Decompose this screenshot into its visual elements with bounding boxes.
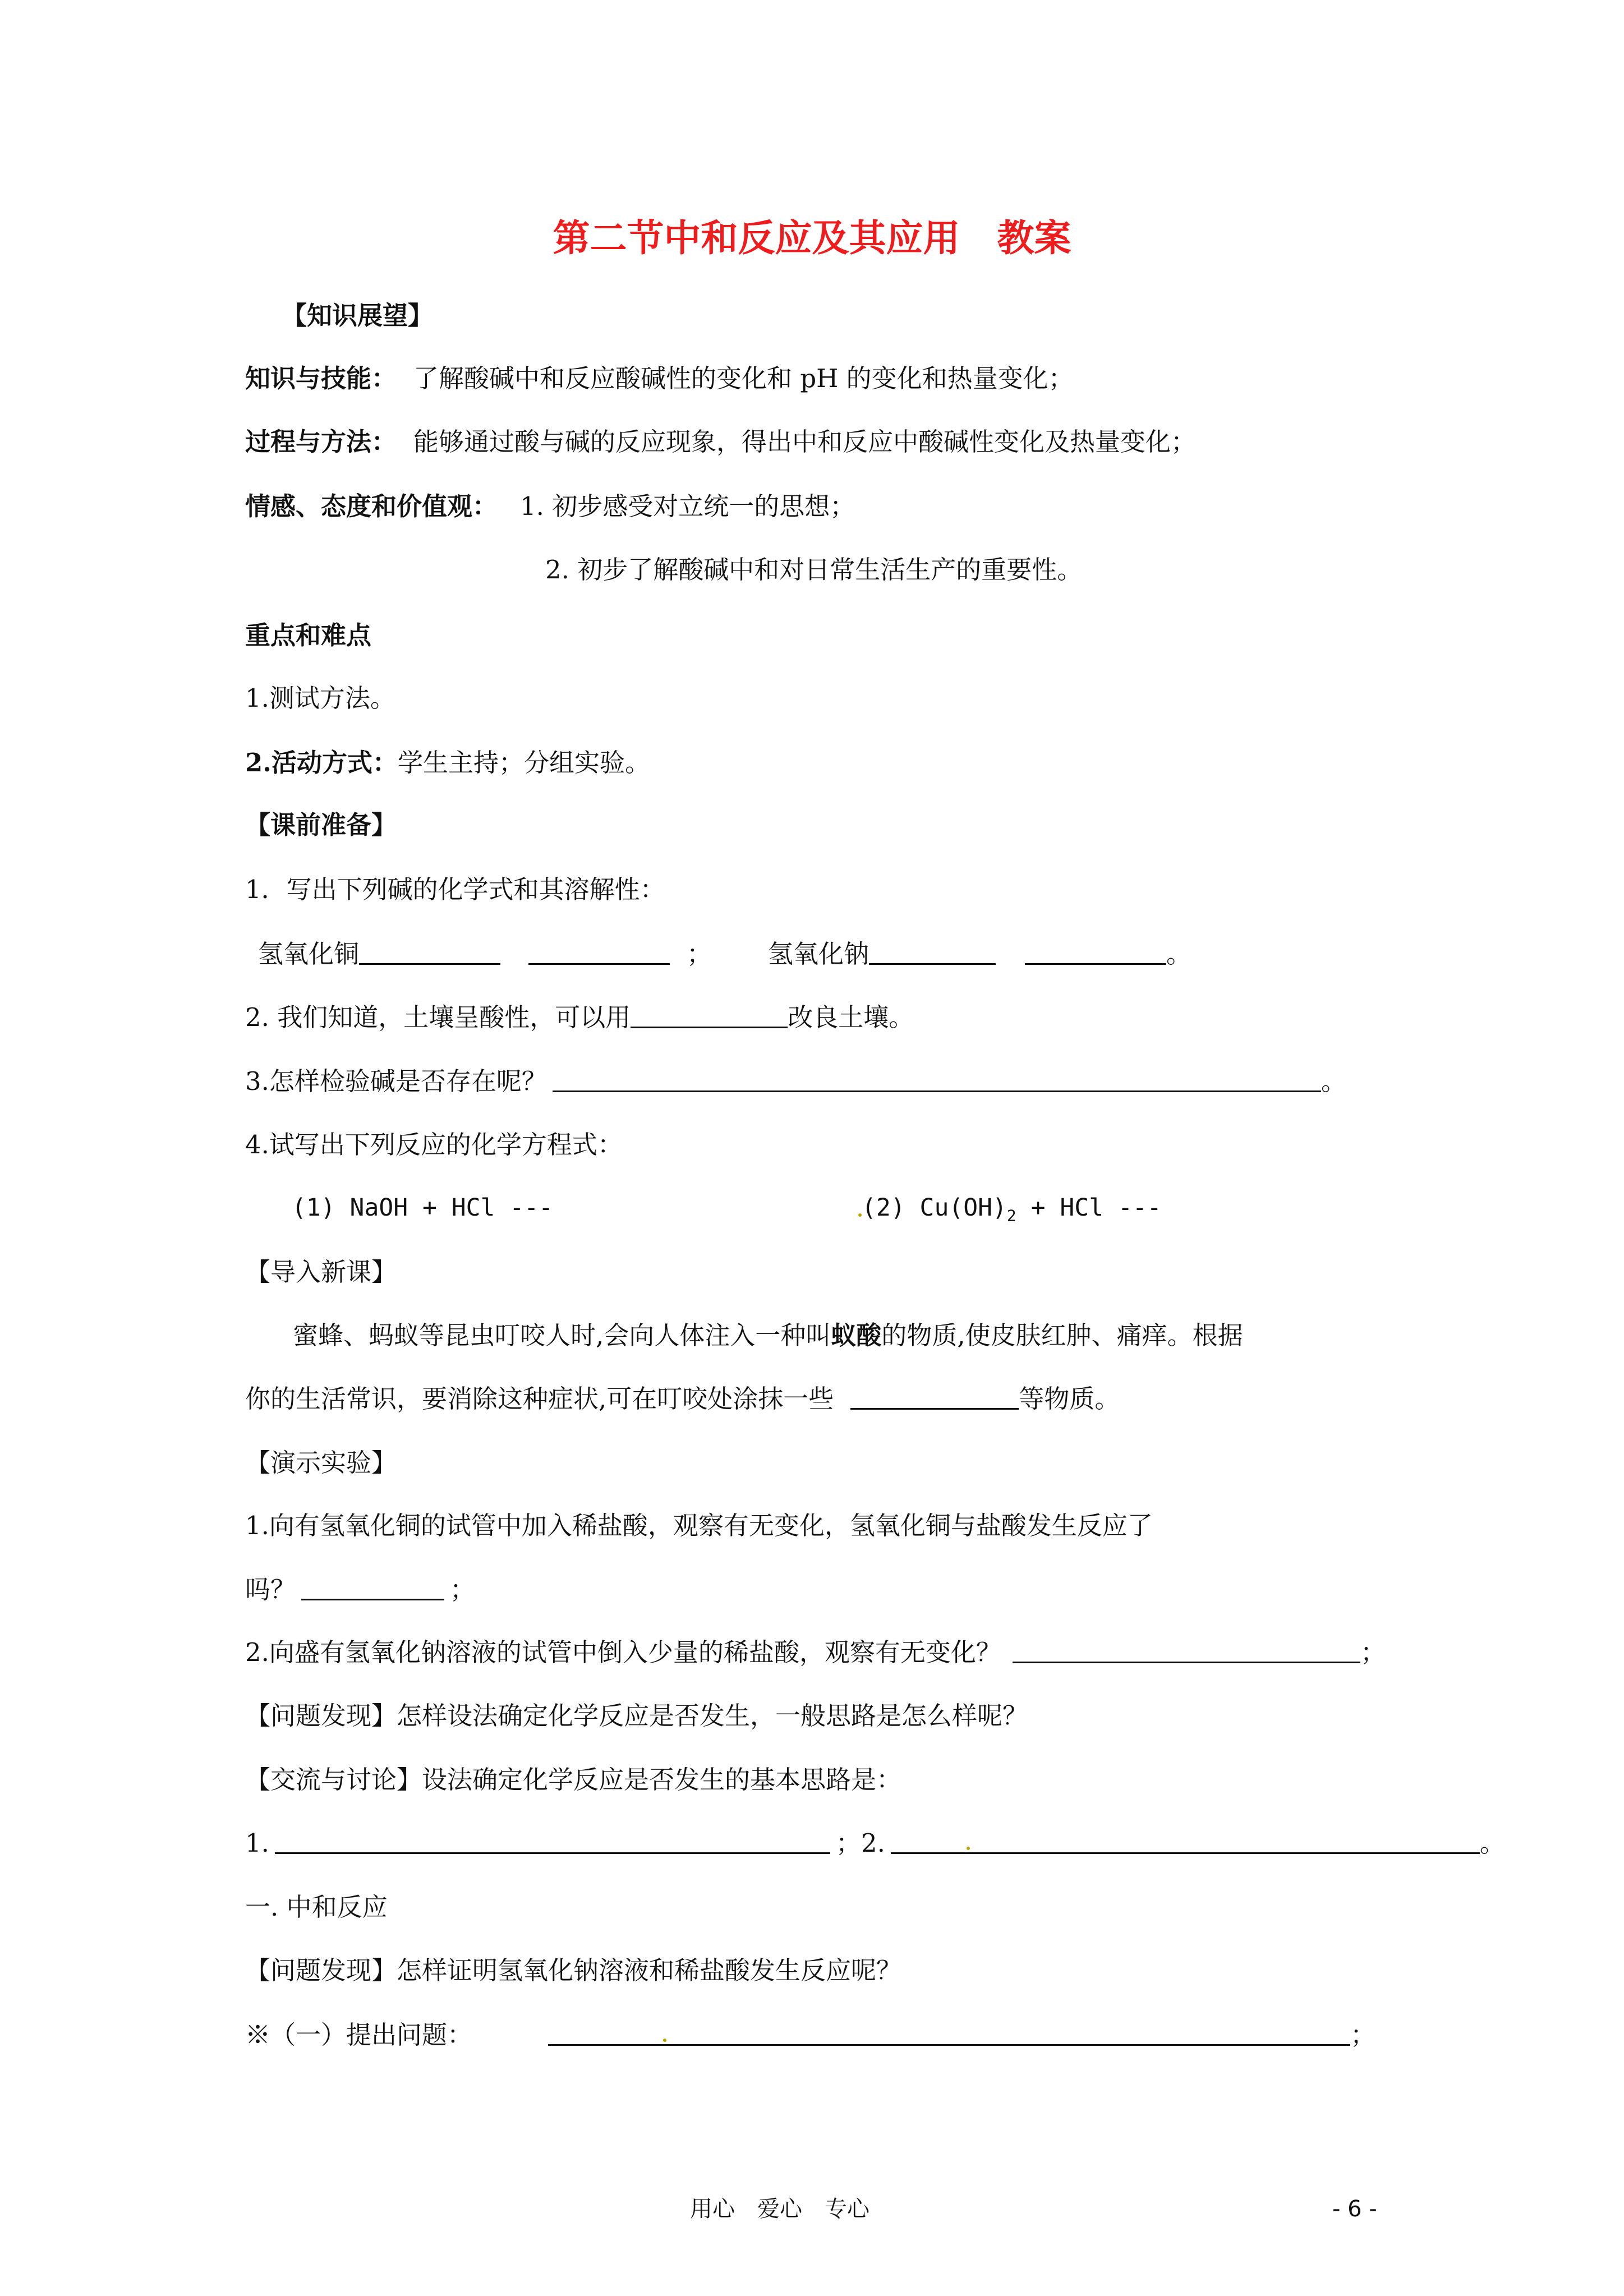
stray-dot: [663, 2039, 666, 2042]
period: 。: [1166, 939, 1192, 969]
formic-acid-term: 蚁酸: [831, 1320, 882, 1350]
semicolon: ；: [1360, 1637, 1386, 1667]
key-point-2: [245, 750, 650, 775]
copper-solubility-blank[interactable]: [528, 941, 670, 965]
copper-hydroxide-label: 氢氧化铜: [258, 939, 360, 969]
demo-question-2: [245, 1639, 1386, 1665]
semicolon: ；: [1350, 2020, 1376, 2050]
emotion-goal-1: 1. 初步感受对立统一的思想；: [520, 491, 855, 521]
eq2-formula: (2) Cu(OH): [862, 1194, 1007, 1222]
intro-text-3: 你的生活常识，要消除这种症状,可在叮咬处涂抹一些: [245, 1384, 834, 1414]
base-test-blank[interactable]: [553, 1068, 1321, 1092]
intro-text-2: 的物质,使皮肤红肿、痛痒。根据: [881, 1320, 1243, 1350]
key-point-2-text: 学生主持；分组实验。: [397, 748, 650, 777]
skills-label: 知识与技能：: [245, 364, 397, 393]
demo-question-1-line-1: 1.向有氢氧化铜的试管中加入稀盐酸，观察有无变化，氢氧化铜与盐酸发生反应了: [245, 1511, 1153, 1540]
separator: ；: [687, 939, 712, 969]
sodium-solubility-blank[interactable]: [1025, 941, 1166, 965]
step-2-blank[interactable]: [891, 1830, 1480, 1854]
raise-question-line: [245, 2020, 1376, 2050]
prep-question-3: [245, 1068, 1346, 1094]
demo-question-1-line-2: [245, 1576, 475, 1602]
section-neutralization-heading: 一. 中和反应: [245, 1892, 388, 1922]
prep-question-2: [245, 1004, 914, 1030]
prep-question-4: 4.试写出下列反应的化学方程式：: [245, 1130, 623, 1159]
sodium-hydroxide-label: 氢氧化钠: [768, 939, 869, 969]
document-title: 第二节中和反应及其应用 教案: [553, 217, 1071, 260]
intro-paragraph-line-1: [293, 1320, 1243, 1350]
intro-text-1: 蜜蜂、蚂蚁等昆虫叮咬人时,会向人体注入一种叫: [293, 1320, 831, 1350]
soil-improver-blank[interactable]: [631, 1004, 788, 1028]
thinking-steps-line: [245, 1830, 1505, 1856]
discussion-prompt: 【交流与讨论】设法确定化学反应是否发生的基本思路是：: [245, 1765, 902, 1795]
process-label: 过程与方法：: [245, 427, 397, 457]
key-point-1: 1.测试方法。: [245, 683, 395, 713]
demo-heading: 【演示实验】: [245, 1448, 397, 1478]
stray-dot: [967, 1847, 970, 1850]
demo-q1-blank[interactable]: [301, 1576, 444, 1600]
emotion-label: 情感、态度和价值观：: [245, 491, 498, 521]
copper-formula-blank[interactable]: [359, 941, 500, 965]
emotion-line: [245, 491, 855, 521]
equation-1: (1) NaOH + HCl ---: [292, 1194, 553, 1222]
step-2-number: ；2.: [835, 1828, 885, 1858]
emotion-goal-2: 2. 初步了解酸碱中和对日常生活生产的重要性。: [545, 555, 1083, 585]
demo-q2-text: 2.向盛有氢氧化钠溶液的试管中倒入少量的稀盐酸，观察有无变化？: [245, 1637, 1001, 1667]
raise-question-blank[interactable]: [548, 2022, 1350, 2046]
key-point-2-label: 2.活动方式：: [245, 748, 398, 777]
eq2-rest: + HCl ---: [1016, 1194, 1162, 1222]
intro-text-4: 等物质。: [1019, 1384, 1120, 1414]
intro-heading: 【导入新课】: [245, 1257, 397, 1287]
raise-question-label: ※（一）提出问题：: [245, 2020, 473, 2050]
prep-heading: 【课前准备】: [245, 810, 397, 840]
eq2-subscript: 2: [1006, 1206, 1016, 1225]
footer-motto: 用心 爱心 专心: [690, 2196, 869, 2222]
demo-q1-text: 吗？: [245, 1575, 296, 1604]
problem-discovery-1: 【问题发现】怎样设法确定化学反应是否发生，一般思路是怎么样呢？: [245, 1701, 1028, 1731]
semicolon: ；: [450, 1575, 476, 1604]
q2-text-after: 改良土壤。: [788, 1002, 914, 1032]
prep-question-1: 1．写出下列碱的化学式和其溶解性：: [245, 875, 665, 904]
q3-text: 3.怎样检验碱是否存在呢？: [245, 1066, 547, 1096]
demo-q2-blank[interactable]: [1013, 1639, 1360, 1663]
step-1-number: 1.: [245, 1828, 269, 1858]
step-1-blank[interactable]: [275, 1830, 830, 1854]
period: 。: [1321, 1066, 1346, 1096]
q2-text-before: 2. 我们知道，土壤呈酸性，可以用: [245, 1002, 631, 1032]
equation-2: [858, 1196, 1162, 1224]
skills-line: [245, 366, 1074, 391]
skills-text: 了解酸碱中和反应酸碱性的变化和 pH 的变化和热量变化；: [413, 364, 1074, 393]
intro-paragraph-line-2: [245, 1384, 1120, 1414]
page-number: - 6 -: [1332, 2196, 1377, 2222]
prep-q1-answer-line: [258, 941, 1191, 967]
process-line: [245, 427, 1197, 457]
process-text: 能够通过酸与碱的反应现象，得出中和反应中酸碱性变化及热量变化；: [413, 427, 1197, 457]
sodium-formula-blank[interactable]: [869, 941, 996, 965]
key-points-heading: 重点和难点: [245, 620, 372, 650]
remedy-blank[interactable]: [850, 1386, 1019, 1410]
outlook-heading: 【知识展望】: [282, 301, 434, 330]
problem-discovery-2: 【问题发现】怎样证明氢氧化钠溶液和稀盐酸发生反应呢？: [245, 1955, 902, 1985]
period: 。: [1479, 1828, 1505, 1858]
